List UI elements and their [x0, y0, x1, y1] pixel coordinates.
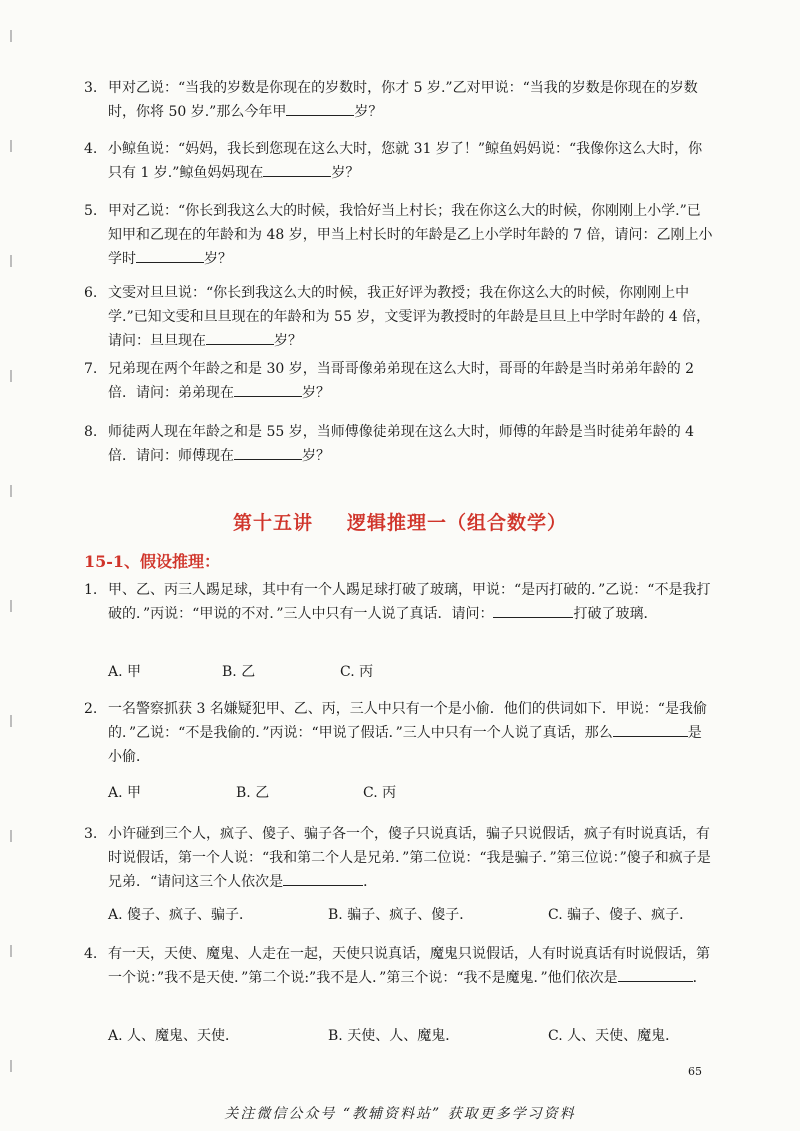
- question-number: 4.: [84, 946, 98, 962]
- question-text: 一名警察抓获 3 名嫌疑犯甲、乙、丙，三人中只有一个是小偷．他们的供词如下．甲说：“是我偷的．”乙说：“不是我偷的．”丙说：“甲说了假话．”三人中只有一个人说了真话，那么: [108, 701, 707, 741]
- chapter-title: [0, 508, 800, 535]
- question-logic-1: [84, 578, 714, 626]
- question-suffix: 岁？: [354, 104, 383, 120]
- question-text: 甲对乙说：“当我的岁数是你现在的岁数时，你才 5 岁.”乙对甲说：“当我的岁数是你现在的岁数时，你将 50 岁.”那么今年甲: [108, 80, 698, 120]
- chapter-name: 逻辑推理一（组合数学）: [347, 512, 568, 534]
- option-b[interactable]: B. 骗子、疯子、傻子．: [328, 907, 474, 923]
- question-age-4: [84, 137, 714, 185]
- answer-blank[interactable]: [234, 444, 302, 460]
- option-b[interactable]: B. 乙: [222, 664, 256, 680]
- options-logic-3: [108, 905, 708, 925]
- answer-blank[interactable]: [493, 602, 573, 618]
- question-age-5: [84, 199, 714, 271]
- answer-blank[interactable]: [234, 381, 302, 397]
- option-a[interactable]: A. 甲: [108, 664, 142, 680]
- binding-margin: [10, 0, 16, 1131]
- options-logic-4: [108, 1026, 708, 1046]
- question-logic-2: [84, 697, 714, 769]
- question-number: 5.: [84, 203, 98, 219]
- question-age-3: [84, 76, 714, 124]
- question-number: 2.: [84, 701, 98, 717]
- question-suffix: 岁？: [331, 165, 360, 181]
- options-logic-2: [108, 783, 708, 803]
- answer-blank[interactable]: [618, 966, 693, 982]
- footer-note: 关注微信公众号 “教辅资料站” 获取更多学习资料: [224, 1106, 576, 1122]
- answer-blank[interactable]: [263, 161, 331, 177]
- question-text: 甲、乙、丙三人踢足球，其中有一个人踢足球打破了玻璃，甲说：“是丙打破的．”乙说：“不是我打破的．”丙说：“甲说的不对．”三人中只有一人说了真话．请问：: [108, 582, 711, 622]
- option-a[interactable]: A. 甲: [108, 785, 142, 801]
- option-b[interactable]: B. 乙: [236, 785, 270, 801]
- section-title: 15-1、假设推理：: [84, 552, 221, 571]
- question-number: 7.: [84, 361, 98, 377]
- question-text: 小鲸鱼说：“妈妈，我长到您现在这么大时，您就 31 岁了！”鲸鱼妈妈说：“我像你这么大时，你只有 1 岁.”鲸鱼妈妈现在: [108, 141, 703, 181]
- question-suffix: 岁？: [274, 333, 302, 349]
- option-b[interactable]: B. 天使、人、魔鬼．: [328, 1028, 460, 1044]
- answer-blank[interactable]: [283, 870, 363, 886]
- answer-blank[interactable]: [206, 329, 274, 345]
- question-suffix: ．: [363, 874, 378, 890]
- question-text: 甲对乙说：“你长到我这么大的时候，我恰好当上村长；我在你这么大的时候，你刚刚上小学.”已知甲和乙现在的年龄和为 48 岁，甲当上村长时的年龄是乙上小学时年龄的 7 倍，请问：乙刚上小学时: [108, 203, 713, 267]
- question-age-8: [84, 420, 714, 468]
- question-text: 小许碰到三个人，疯子、傻子、骗子各一个，傻子只说真话，骗子只说假话，疯子有时说真话，有时说假话，第一个人说：“我和第二个人是兄弟．”第二位说：“我是骗子．”第三位说：”傻子和疯子是兄弟．“请问这三个人依次是: [108, 826, 711, 890]
- question-suffix: 岁？: [302, 385, 330, 401]
- answer-blank[interactable]: [136, 247, 204, 263]
- question-logic-3: [84, 822, 714, 894]
- question-number: 4.: [84, 141, 98, 157]
- question-number: 1.: [84, 582, 98, 598]
- question-text: 师徒两人现在年龄之和是 55 岁，当师傅像徒弟现在这么大时，师傅的年龄是当时徒弟年龄的 4 倍．请问：师傅现在: [108, 424, 695, 464]
- option-c[interactable]: C. 人、天使、魔鬼．: [548, 1028, 680, 1044]
- question-text: 文雯对旦旦说：“你长到我这么大的时候，我正好评为教授；我在你这么大的时候，你刚刚上中学.”已知文雯和旦旦现在的年龄和为 55 岁，文雯评为教授时的年龄是旦旦上中学时年龄的 4 倍，请问：旦旦现在: [108, 285, 711, 349]
- question-number: 6.: [84, 285, 98, 301]
- question-suffix: 是小偷．: [108, 725, 702, 765]
- question-suffix: 岁？: [204, 251, 232, 267]
- question-text: 有一天，天使、魔鬼、人走在一起，天使只说真话，魔鬼只说假话，人有时说真话有时说假话，第一个说：”我不是天使．”第二个说:”我不是人．”第三个说：“我不是魔鬼．”他们依次是: [108, 946, 710, 986]
- question-number: 3.: [84, 80, 98, 96]
- question-logic-4: [84, 942, 714, 990]
- option-a[interactable]: A. 傻子、疯子、骗子．: [108, 907, 254, 923]
- option-a[interactable]: A. 人、魔鬼、天使．: [108, 1028, 240, 1044]
- option-c[interactable]: C. 丙: [363, 785, 397, 801]
- question-suffix: 打破了玻璃．: [573, 606, 658, 622]
- page-number: 65: [688, 1065, 702, 1078]
- question-age-6: [84, 281, 714, 353]
- chapter-number: 第十五讲: [232, 512, 313, 534]
- question-text: 兄弟现在两个年龄之和是 30 岁，当哥哥像弟弟现在这么大时，哥哥的年龄是当时弟弟年龄的 2 倍．请问：弟弟现在: [108, 361, 695, 401]
- question-number: 3.: [84, 826, 98, 842]
- answer-blank[interactable]: [286, 100, 354, 116]
- option-c[interactable]: C. 丙: [340, 664, 374, 680]
- question-age-7: [84, 357, 714, 405]
- answer-blank[interactable]: [613, 721, 688, 737]
- question-suffix: 岁？: [302, 448, 330, 464]
- options-logic-1: [108, 662, 708, 682]
- question-number: 8.: [84, 424, 98, 440]
- question-suffix: ．: [692, 970, 707, 986]
- option-c[interactable]: C. 骗子、傻子、疯子．: [548, 907, 694, 923]
